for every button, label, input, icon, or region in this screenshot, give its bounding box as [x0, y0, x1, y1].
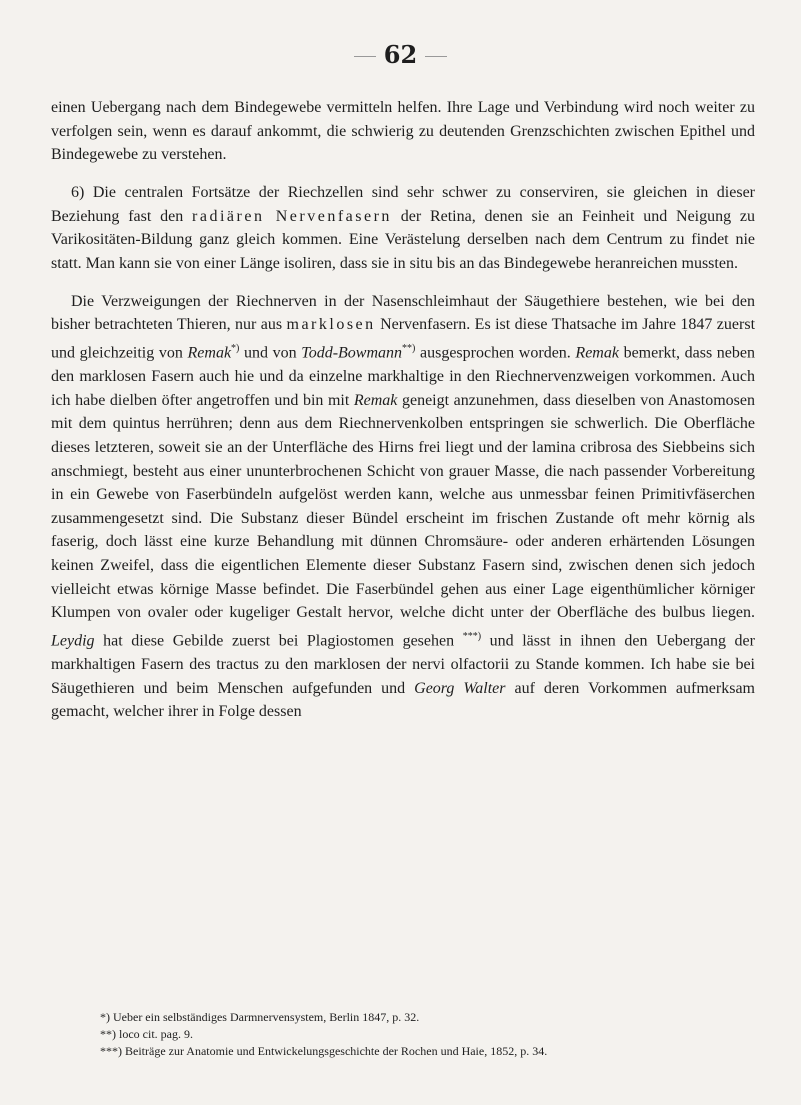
author-name: Remak	[353, 391, 398, 409]
paragraph-1	[51, 96, 755, 167]
text-run: Die Verzweigungen der Riechnerven in der Nasenschleimhaut der Säugethiere bestehen, wie bei den bisher betrachteten Thieren, nur aus	[51, 292, 755, 334]
text-run: bemerkt, dass neben den marklosen Fasern auch hie und da einzelne markhaltige in den Riechnervenzweigen vorkommen. Auch ich habe dielben öfter angetroffen und bin mit	[51, 344, 756, 409]
paragraph-3	[51, 290, 755, 724]
spaced-emphasis: radiären Nervenfasern	[192, 207, 392, 225]
author-name: Todd-Bowmann	[301, 344, 403, 362]
text-run: hat diese Gebilde zuerst bei Plagiostomen gesehen	[94, 632, 463, 650]
body-text	[51, 96, 755, 724]
text-run: Nervenfasern. Es ist diese Thatsache im Jahre 1847 zuerst und gleichzeitig von	[51, 316, 756, 362]
footnote-3: ***) Beiträge zur Anatomie und Entwickelungsgeschichte der Rochen und Haie, 1852, p. 34.	[100, 1044, 548, 1058]
author-name: Remak	[575, 344, 619, 362]
footnotes	[100, 1009, 760, 1060]
footnote-1: *) Ueber ein selbständiges Darmnervensystem, Berlin 1847, p. 32.	[100, 1010, 420, 1024]
footnote-ref: *)	[231, 342, 240, 354]
page-number: 62	[0, 40, 801, 69]
text-run: einen Uebergang nach dem Bindegewebe vermitteln helfen. Ihre Lage und Verbindung wird noch weiter zu verfolgen sein, wenn es darauf ankommt, die schwierig zu deutenden Grenzschichten zwischen Epithel und Bindegewebe zu verstehen.	[51, 99, 755, 164]
text-run: geneigt anzunehmen, dass dieselben von Anastomosen mit dem quintus herrühren; denn aus dem Riechnervenkolben entspringen sie schwerlich. Die Oberfläche dieses letzteren, soweit sie an der Unterfläche des Hirns frei liegt und der lamina cribrosa des Siebbeins sich anschmiegt, besteht aus einer ununterbrochenen Schicht von grauer Masse, die nach passender Vorbereitung in ein Gewebe von Faserbündeln aufgelöst werden kann, welche aus unmessbar feinen Primitivfäserchen zusammengesetzt sind. Die Substanz dieser Bündel erscheint im frischen Zustande oft mehr körnig als faserig, doch lässt eine kurze Behandlung mit dünnen Chromsäure- oder anderen erhärtenden Lösungen keinen Zweifel, dass die eigentlichen Elemente dieser Substanz Fasern sind, zwischen denen sich jedoch vielleicht etwas körnige Masse befindet. Die Faserbündel gehen aus einer Lage eigenthümlicher körniger Klumpen von ovaler oder kugeliger Gestalt hervor, welche dicht unter der Oberfläche des bulbus liegen.	[51, 391, 755, 622]
text-run: und von	[239, 344, 302, 362]
footnote-ref: ***)	[462, 631, 482, 643]
footnote-ref: **)	[402, 342, 416, 354]
text-run: und lässt in ihnen den Uebergang der markhaltigen Fasern des tractus zu den marklosen der nervi olfactorii zu Stande kommen. Ich habe sie bei Säugethieren und beim Menschen aufgefunden und	[51, 632, 755, 697]
paragraph-2	[51, 181, 755, 276]
author-name: Leydig	[51, 632, 95, 650]
author-name: Remak	[187, 344, 232, 362]
text-run: auf deren Vorkommen aufmerksam gemacht, welcher ihrer in Folge dessen	[51, 679, 755, 721]
text-run: 6) Die centralen Fortsätze der Riechzellen sind sehr schwer zu conserviren, sie gleichen in dieser Beziehung fast den	[51, 183, 755, 225]
text-run: der Retina, denen sie an Feinheit und Neigung zu Varikositäten-Bildung ganz gleich kommen. Eine Verästelung derselben nach dem Centrum zu findet nie statt. Man kann sie von einer Länge isoliren, dass sie in situ bis an das Bindegewebe heranreichen mussten.	[51, 207, 756, 272]
author-name: Georg Walter	[414, 679, 506, 697]
footnote-2: **) loco cit. pag. 9.	[100, 1027, 193, 1041]
text-run: ausgesprochen worden.	[415, 344, 576, 362]
spaced-emphasis: marklosen	[286, 316, 376, 334]
